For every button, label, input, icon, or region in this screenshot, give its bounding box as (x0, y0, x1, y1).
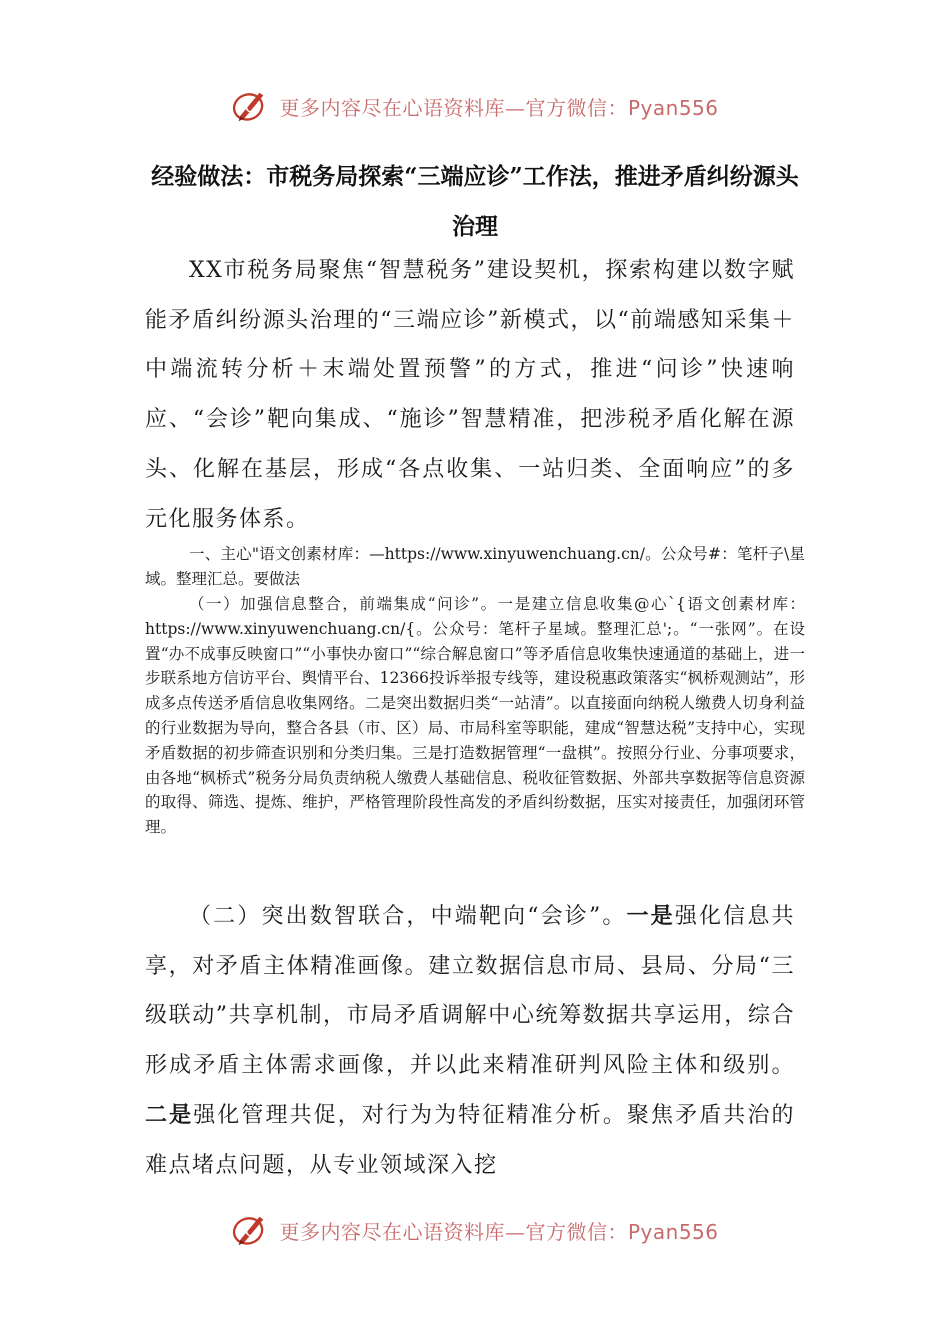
watermark-text: 更多内容尽在心语资料库—官方微信：Pyan556 (279, 95, 719, 120)
section-2-paragraph (145, 892, 795, 1190)
pen-logo-icon (231, 1211, 269, 1249)
section-2-lead: （二）突出数智联合，中端靶向“会诊”。 (189, 904, 627, 929)
section-1-body: （一）加强信息整合，前端集成“问诊”。一是建立信息收集@心`{语文创素材库：https://www.xinyuwenchuang.cn/{。公众号：笔杆子星域。整理汇总';。“一张网”。在设置“办不成事反映窗口”“小事快办窗口”“综合解息窗口”等矛盾信息收集快速通道的基础上，进一步联系地方信访平台、舆情平台、12366投诉举报专线等，建设税惠政策落实“枫桥观测站”，形成多点传送矛盾信息收集网络。二是突出数据归类“一站清”。以直接面向纳税人缴费人切身利益的行业数据为导向，整合各县（市、区）局、市局科室等职能，建成“智慧达税”支持中心，实现矛盾数据的初步筛查识别和分类归集。三是打造数据管理“一盘棋”。按照分行业、分事项要求，由各地“枫桥式”税务分局负责纳税人缴费人基础信息、税收征管数据、外部共享数据等信息资源的取得、筛选、提炼、维护，严格管理阶段性高发的矛盾纠纷数据，压实对接责任，加强闭环管理。 (145, 595, 805, 837)
watermark-footer (0, 1208, 950, 1252)
watermark-header (0, 84, 950, 128)
keyword-second: 二是 (145, 1101, 194, 1128)
pen-logo-icon (231, 87, 269, 125)
section-2-text-1: 强化信息共享，对矛盾主体精准画像。建立数据信息市局、县局、分局“三级联动”共享机制，市局矛盾调解中心统筹数据共享运用，综合形成矛盾主体需求画像，并以此来精准研判风险主体和级别。 (145, 904, 795, 1079)
section-2-text-2: 强化管理共促，对行为为特征精准分析。聚焦矛盾共治的难点堵点问题，从专业领域深入挖 (145, 1102, 795, 1178)
keyword-first: 一是 (626, 903, 675, 929)
intro-paragraph: XX市税务局聚焦“智慧税务”建设契机，探索构建以数字赋能矛盾纠纷源头治理的“三端应诊”新模式，以“前端感知采集＋中端流转分析＋末端处置预警”的方式，推进“问诊”快速响应、“会诊”靶向集成、“施诊”智慧精准，把涉税矛盾化解在源头、化解在基层，形成“各点收集、一站归类、全面响应”的多元化服务体系。 (145, 258, 795, 532)
document-title: 经验做法：市税务局探索“三端应诊”工作法，推进矛盾纠纷源头治理 (151, 163, 799, 240)
section-1-heading: 一、主心"语文创素材库：—https://www.xinyuwenchuang.cn/。公众号#：笔杆子\星域。整理汇总。要做法 (145, 545, 805, 588)
watermark-text: 更多内容尽在心语资料库—官方微信：Pyan556 (279, 1219, 719, 1244)
